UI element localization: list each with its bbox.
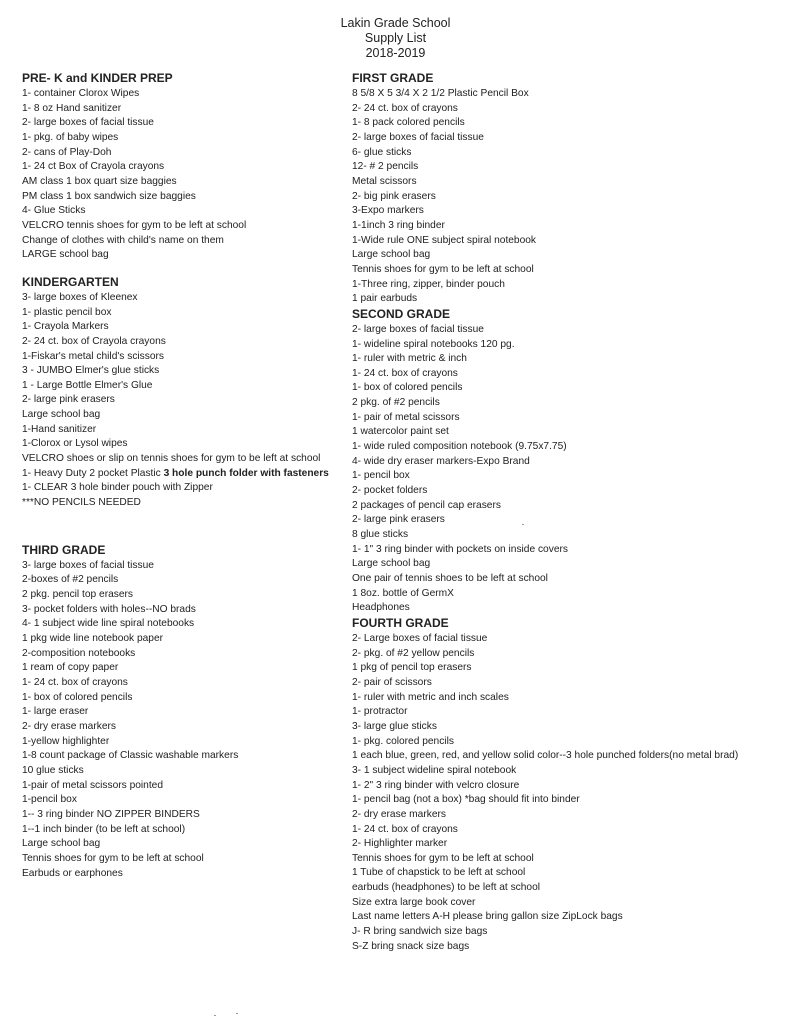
list-item: 1- box of colored pencils bbox=[352, 382, 463, 394]
list-item: Tennis shoes for gym to be left at school bbox=[22, 852, 204, 864]
list-item: 2- pkg. of #2 yellow pencils bbox=[352, 647, 475, 659]
list-item: 1 pkg of pencil top erasers bbox=[352, 662, 472, 674]
school-year: 2018-2019 bbox=[365, 46, 426, 60]
list-item: 1-Wide rule ONE subject spiral notebook bbox=[352, 234, 537, 246]
list-item: 1-1inch 3 ring binder bbox=[352, 219, 445, 231]
list-item: 2- Large boxes of facial tissue bbox=[352, 632, 488, 644]
kindergarten-list bbox=[22, 291, 342, 467]
list-item: 1- Crayola Markers bbox=[22, 321, 109, 333]
list-item: Large school bag bbox=[352, 558, 431, 570]
list-item: 1- large eraser bbox=[22, 706, 89, 718]
list-item: Metal scissors bbox=[352, 175, 417, 187]
list-item: Tennis shoes for gym to be left at school bbox=[352, 263, 534, 275]
list-item: 1- protractor bbox=[352, 706, 408, 718]
list-item: 1-pair of metal scissors pointed bbox=[22, 779, 163, 791]
list-item: 3- 1 subject wideline spiral notebook bbox=[352, 764, 517, 776]
list-item: J- R bring sandwich size bags bbox=[352, 926, 488, 938]
list-item: Earbuds or earphones bbox=[22, 867, 123, 879]
fourth-grade-list bbox=[352, 632, 782, 954]
list-item: 1-Clorox or Lysol wipes bbox=[22, 438, 128, 450]
list-item: 1 Tube of chapstick to be left at school bbox=[352, 867, 526, 879]
list-item: 2- big pink erasers bbox=[352, 190, 436, 202]
list-item: 2- large pink erasers bbox=[22, 394, 115, 406]
list-item: 1-yellow highlighter bbox=[22, 735, 110, 747]
list-item: 1- 8 oz Hand sanitizer bbox=[22, 102, 122, 114]
list-item: Large school bag bbox=[22, 838, 101, 850]
scan-speck bbox=[236, 1013, 238, 1014]
second-grade-list bbox=[352, 323, 782, 616]
list-item: 2- large pink erasers bbox=[352, 514, 445, 526]
kindergarten-heading: KINDERGARTEN bbox=[22, 274, 119, 289]
list-item: 1- 24 ct Box of Crayola crayons bbox=[22, 161, 165, 173]
list-item: 1- 24 ct. box of crayons bbox=[352, 823, 458, 835]
list-item: 2- cans of Play-Doh bbox=[22, 146, 112, 158]
list-item: 1 ream of copy paper bbox=[22, 662, 119, 674]
list-item: 3-Expo markers bbox=[352, 205, 424, 217]
list-item: 1- plastic pencil box bbox=[22, 306, 112, 318]
list-item: 1- 24 ct. box of crayons bbox=[352, 367, 458, 379]
list-item: 2- 24 ct. box of crayons bbox=[352, 102, 458, 114]
list-item: 2- large boxes of facial tissue bbox=[352, 131, 484, 143]
list-item: 4- wide dry eraser markers-Expo Brand bbox=[352, 455, 530, 467]
list-item: 8 5/8 X 5 3/4 X 2 1/2 Plastic Pencil Box bbox=[352, 88, 529, 99]
list-item: 3- large glue sticks bbox=[352, 720, 437, 732]
list-item: 2-boxes of #2 pencils bbox=[22, 574, 119, 586]
list-item: 1- ruler with metric and inch scales bbox=[352, 691, 509, 703]
list-item: 1-- 3 ring binder NO ZIPPER BINDERS bbox=[22, 808, 200, 820]
list-item: 2- pair of scissors bbox=[352, 676, 432, 688]
list-item: 2- dry erase markers bbox=[352, 808, 446, 820]
list-item: 3- pocket folders with holes--NO brads bbox=[22, 603, 196, 615]
kindergarten-list-after bbox=[22, 481, 342, 510]
list-item: 4- Glue Sticks bbox=[22, 205, 86, 217]
list-item: S-Z bring snack size bags bbox=[352, 940, 470, 952]
list-item: AM class 1 box quart size baggies bbox=[22, 175, 177, 187]
list-item: 1- pencil bag (not a box) *bag should fit into binder bbox=[352, 794, 580, 806]
list-item: 1- pkg. of baby wipes bbox=[22, 131, 119, 143]
prek-heading: PRE- K and KINDER PREP bbox=[22, 71, 173, 85]
third-grade-list bbox=[22, 559, 342, 881]
kindergarten-folder-item bbox=[22, 467, 342, 482]
list-item: VELCRO shoes or slip on tennis shoes for gym to be left at school bbox=[22, 453, 321, 465]
left-column bbox=[22, 71, 342, 881]
list-item: 2- large boxes of facial tissue bbox=[352, 323, 484, 335]
list-item: Headphones bbox=[352, 602, 410, 614]
list-item: 1-Three ring, zipper, binder pouch bbox=[352, 278, 505, 290]
list-item: 2- dry erase markers bbox=[22, 720, 116, 732]
list-item: 1- container Clorox Wipes bbox=[22, 88, 140, 99]
list-item: 8 glue sticks bbox=[352, 529, 409, 541]
list-item: 1- CLEAR 3 hole binder pouch with Zipper bbox=[22, 482, 213, 494]
list-item: 2-composition notebooks bbox=[22, 647, 136, 659]
list-item: 6- glue sticks bbox=[352, 146, 412, 158]
list-item: 1 pkg wide line notebook paper bbox=[22, 633, 164, 644]
first-grade-heading: FIRST GRADE bbox=[352, 71, 434, 85]
list-item: Large school bag bbox=[22, 409, 101, 421]
list-item: 1- wide ruled composition notebook (9.75x7.75) bbox=[352, 441, 567, 453]
list-item: 2 pkg. of #2 pencils bbox=[352, 397, 440, 409]
list-item: VELCRO tennis shoes for gym to be left at school bbox=[22, 219, 247, 231]
list-item: 1 - Large Bottle Elmer's Glue bbox=[22, 379, 153, 391]
list-item: 1 8oz. bottle of GermX bbox=[352, 587, 454, 599]
list-item: 1-pencil box bbox=[22, 794, 77, 806]
list-item: 1- ruler with metric & inch bbox=[352, 353, 467, 365]
scan-speck bbox=[214, 1015, 216, 1016]
list-title: Supply List bbox=[364, 31, 427, 45]
document-header bbox=[0, 16, 791, 61]
list-item: 1-Hand sanitizer bbox=[22, 423, 97, 435]
list-item: Change of clothes with child's name on them bbox=[22, 234, 224, 246]
scan-speck bbox=[522, 524, 524, 525]
list-item: 1- wideline spiral notebooks 120 pg. bbox=[352, 338, 515, 350]
folder-prefix: 1- Heavy Duty 2 pocket Plastic bbox=[22, 467, 164, 479]
fourth-grade-heading: FOURTH GRADE bbox=[352, 615, 449, 630]
first-grade-list bbox=[352, 87, 782, 307]
list-item: 1 pair earbuds bbox=[352, 293, 418, 305]
list-item: 10 glue sticks bbox=[22, 764, 84, 776]
list-item: 3- large boxes of facial tissue bbox=[22, 559, 154, 571]
list-item: Tennis shoes for gym to be left at school bbox=[352, 852, 534, 864]
prek-list bbox=[22, 87, 342, 263]
list-item: 2- 24 ct. box of Crayola crayons bbox=[22, 335, 166, 347]
list-item: 1- 24 ct. box of crayons bbox=[22, 676, 128, 688]
list-item: 1- pencil box bbox=[352, 470, 410, 482]
list-item: Large school bag bbox=[352, 249, 431, 261]
list-item: 2- Highlighter marker bbox=[352, 838, 448, 850]
list-item: 1- pair of metal scissors bbox=[352, 411, 460, 423]
list-item: Last name letters A-H please bring gallon size ZipLock bags bbox=[352, 911, 623, 923]
list-item: 1- 2" 3 ring binder with velcro closure bbox=[352, 779, 520, 791]
list-item: 4- 1 subject wide line spiral notebooks bbox=[22, 618, 195, 630]
school-name: Lakin Grade School bbox=[340, 16, 451, 30]
list-item: 1- pkg. colored pencils bbox=[352, 735, 454, 747]
list-item: earbuds (headphones) to be left at school bbox=[352, 882, 541, 894]
list-item: ***NO PENCILS NEEDED bbox=[22, 497, 141, 509]
third-grade-heading: THIRD GRADE bbox=[22, 542, 106, 557]
list-item: 1- 8 pack colored pencils bbox=[352, 117, 465, 129]
list-item: 1 each blue, green, red, and yellow solid color--3 hole punched folders(no metal brad) bbox=[352, 750, 739, 762]
list-item: Size extra large book cover bbox=[352, 896, 476, 908]
list-item: 2 packages of pencil cap erasers bbox=[352, 499, 501, 511]
list-item: 3- large boxes of Kleenex bbox=[22, 291, 138, 303]
list-item: 2- pocket folders bbox=[352, 485, 428, 497]
list-item: 2 pkg. pencil top erasers bbox=[22, 589, 133, 601]
list-item: 12- # 2 pencils bbox=[352, 161, 419, 173]
list-item: 2- large boxes of facial tissue bbox=[22, 117, 154, 129]
list-item: 1--1 inch binder (to be left at school) bbox=[22, 823, 186, 835]
list-item: 1-Fiskar's metal child's scissors bbox=[22, 350, 165, 362]
list-item: 1- 1" 3 ring binder with pockets on inside covers bbox=[352, 543, 568, 555]
folder-bold: 3 hole punch folder with fasteners bbox=[163, 467, 329, 479]
list-item: 1 watercolor paint set bbox=[352, 426, 449, 438]
list-item: 1-8 count package of Classic washable markers bbox=[22, 750, 239, 762]
list-item: One pair of tennis shoes to be left at school bbox=[352, 573, 548, 584]
list-item: 1- box of colored pencils bbox=[22, 691, 133, 703]
list-item: LARGE school bag bbox=[22, 249, 109, 261]
right-column bbox=[352, 71, 782, 954]
second-grade-heading: SECOND GRADE bbox=[352, 306, 451, 321]
list-item: PM class 1 box sandwich size baggies bbox=[22, 190, 196, 202]
list-item: 3 - JUMBO Elmer's glue sticks bbox=[22, 365, 160, 377]
